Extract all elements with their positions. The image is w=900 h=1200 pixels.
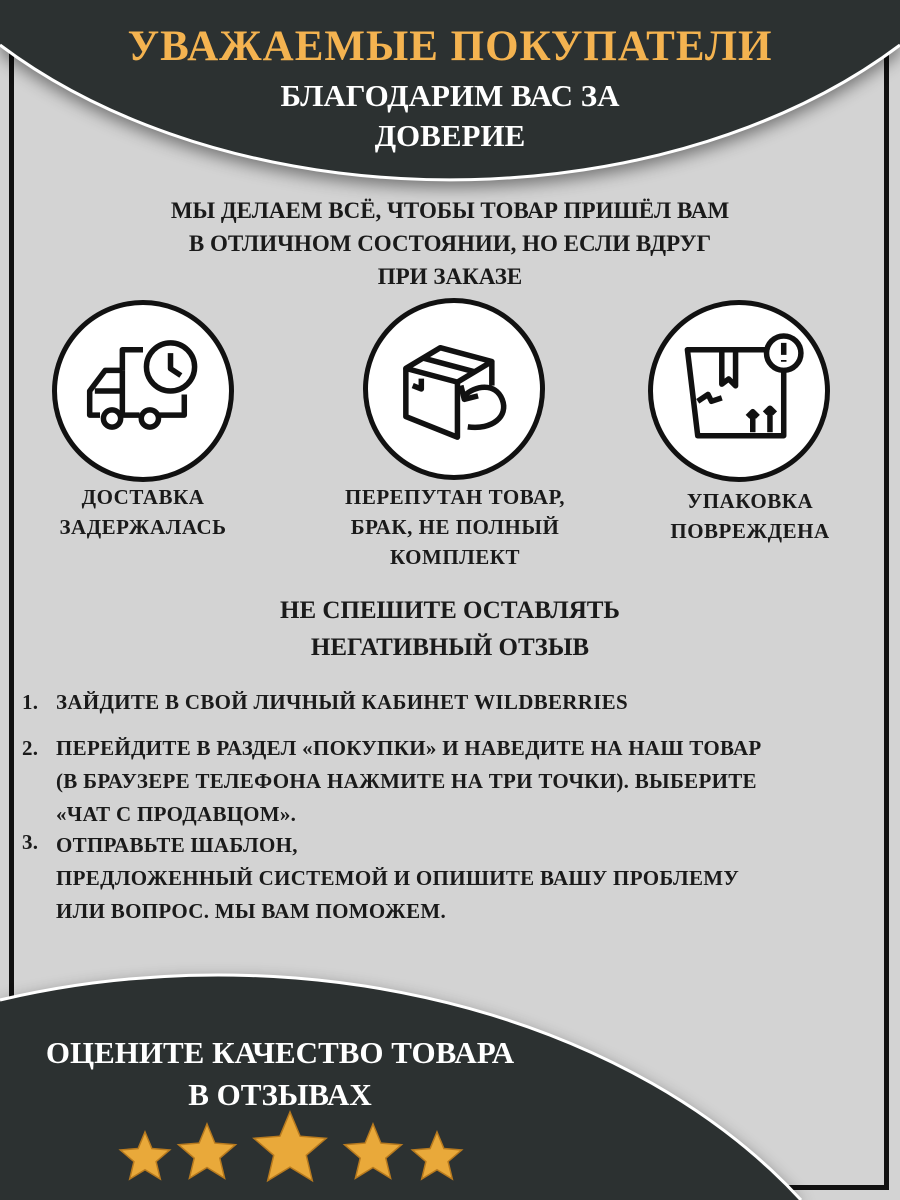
intro-text bbox=[0, 194, 900, 293]
step-line: ПЕРЕЙДИТЕ В РАЗДЕЛ «ПОКУПКИ» И НАВЕДИТЕ НА НАШ ТОВАР bbox=[56, 736, 762, 760]
label-line: ЗАДЕРЖАЛАСЬ bbox=[59, 515, 227, 539]
issue-label-wrong-item bbox=[310, 482, 600, 572]
warning-text bbox=[0, 592, 900, 666]
intro-line: ПРИ ЗАКАЗЕ bbox=[377, 264, 523, 289]
star-icon bbox=[412, 1132, 461, 1179]
label-line: ПЕРЕПУТАН ТОВАР, bbox=[345, 485, 565, 509]
star-icon bbox=[254, 1112, 326, 1181]
box-return-icon bbox=[363, 298, 545, 480]
star-icon bbox=[179, 1124, 236, 1178]
step-line: ОТПРАВЬТЕ ШАБЛОН, bbox=[56, 833, 298, 857]
rate-prompt bbox=[20, 1032, 540, 1116]
delivery-truck-clock-icon bbox=[52, 300, 234, 482]
subtitle-line: БЛАГОДАРИМ ВАС ЗА bbox=[280, 78, 620, 113]
step-line: (В БРАУЗЕРЕ ТЕЛЕФОНА НАЖМИТЕ НА ТРИ ТОЧКИ). ВЫБЕРИТЕ bbox=[56, 769, 757, 793]
rate-line: В ОТЗЫВАХ bbox=[188, 1077, 372, 1112]
rating-stars bbox=[115, 1108, 485, 1188]
issue-label-delivery bbox=[43, 482, 243, 542]
header-subtitle bbox=[0, 76, 900, 156]
warning-line: НЕГАТИВНЫЙ ОТЗЫВ bbox=[310, 634, 590, 661]
subtitle-line: ДОВЕРИЕ bbox=[374, 118, 526, 153]
damaged-package-icon bbox=[648, 300, 830, 482]
label-line: ДОСТАВКА bbox=[81, 485, 205, 509]
label-line: БРАК, НЕ ПОЛНЫЙ bbox=[350, 515, 560, 539]
step-line: ИЛИ ВОПРОС. МЫ ВАМ ПОМОЖЕМ. bbox=[56, 899, 447, 923]
label-line: УПАКОВКА bbox=[686, 489, 814, 513]
step-line: ПРЕДЛОЖЕННЫЙ СИСТЕМОЙ И ОПИШИТЕ ВАШУ ПРОБЛЕМУ bbox=[56, 866, 740, 890]
step-number: 2. bbox=[22, 736, 39, 760]
warning-line: НЕ СПЕШИТЕ ОСТАВЛЯТЬ bbox=[280, 597, 620, 624]
star-icon bbox=[345, 1124, 402, 1178]
step-line: ЗАЙДИТЕ В СВОЙ ЛИЧНЫЙ КАБИНЕТ WILDBERRIES bbox=[56, 690, 628, 714]
rate-line: ОЦЕНИТЕ КАЧЕСТВО ТОВАРА bbox=[45, 1035, 515, 1070]
issue-label-damaged bbox=[640, 486, 860, 546]
header-title: УВАЖАЕМЫЕ ПОКУПАТЕЛИ bbox=[127, 23, 773, 70]
label-line: КОМПЛЕКТ bbox=[389, 545, 521, 569]
step-number: 3. bbox=[22, 830, 39, 854]
step-line: «ЧАТ С ПРОДАВЦОМ». bbox=[56, 802, 297, 826]
intro-line: В ОТЛИЧНОМ СОСТОЯНИИ, НО ЕСЛИ ВДРУГ bbox=[188, 231, 712, 256]
step-number: 1. bbox=[22, 690, 39, 714]
star-icon bbox=[120, 1132, 169, 1179]
label-line: ПОВРЕЖДЕНА bbox=[670, 519, 830, 543]
intro-line: МЫ ДЕЛАЕМ ВСЁ, ЧТОБЫ ТОВАР ПРИШЁЛ ВАМ bbox=[170, 198, 730, 223]
